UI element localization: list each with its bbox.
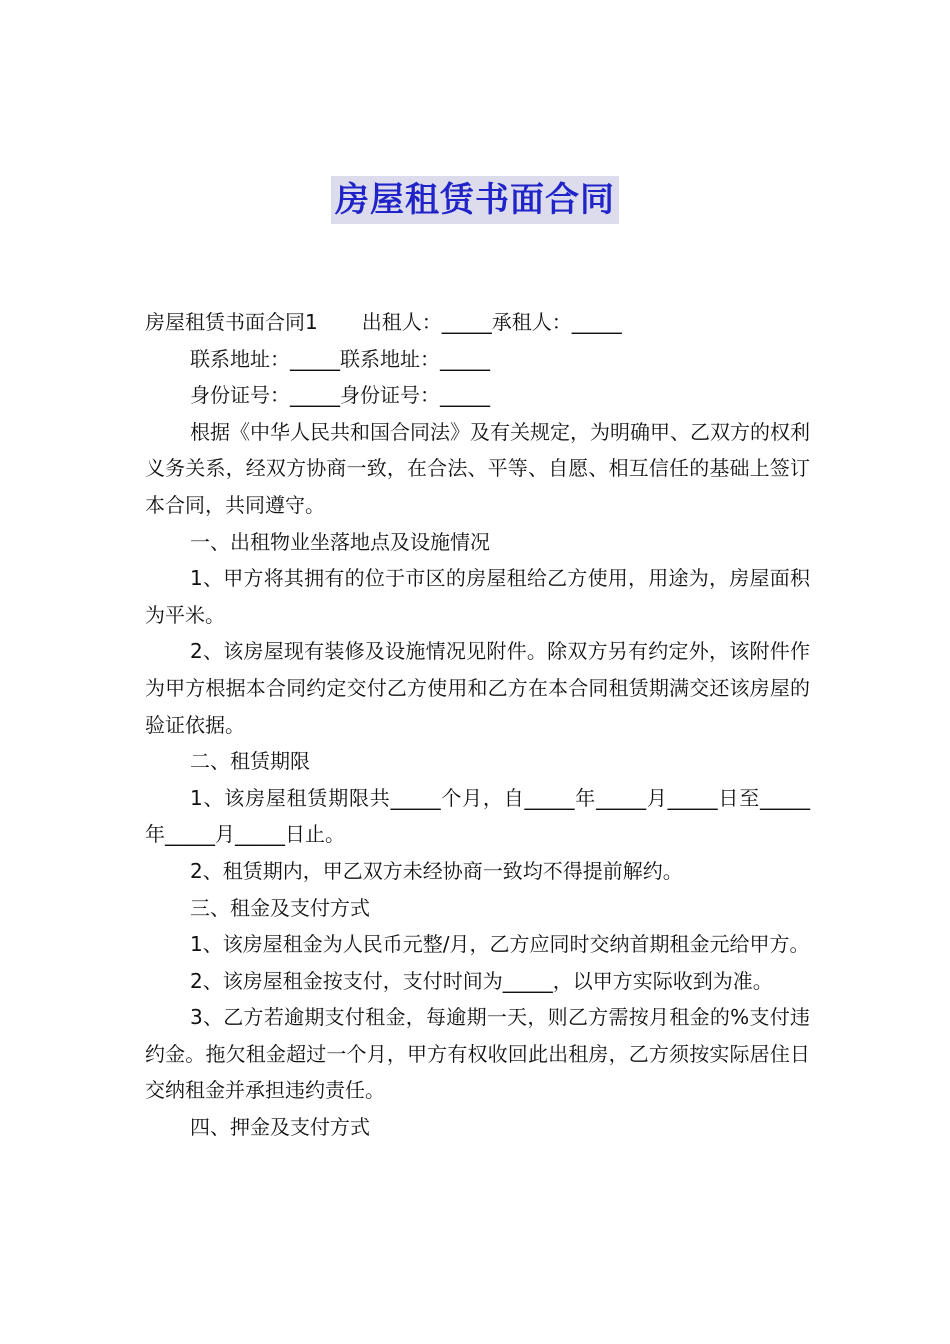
doc-ref: 房屋租赁书面合同1 — [145, 310, 318, 334]
clause-paragraph: 2、该房屋租金按支付，支付时间为_____，以甲方实际收到为准。 — [190, 968, 773, 993]
clause-paragraph: 1、甲方将其拥有的位于市区的房屋租给乙方使用，用途为，房屋面积为平米。 — [145, 566, 810, 627]
clause-paragraph: 1、该房屋租赁期限共_____个月，自_____年_____月_____日至_____年_____月_____日止。 — [145, 785, 810, 847]
clause-paragraph: 1、该房屋租金为人民币元整/月，乙方应同时交纳首期租金元给甲方。 — [190, 932, 810, 957]
section-heading: 一、出租物业坐落地点及设施情况 — [190, 529, 490, 554]
id-line: 身份证号：_____身份证号：_____ — [190, 383, 490, 408]
clause-paragraph: 2、租赁期内，甲乙双方未经协商一致均不得提前解约。 — [190, 858, 683, 883]
section-heading: 四、押金及支付方式 — [190, 1115, 370, 1140]
party-line: 出租人：_____承租人：_____ — [361, 310, 622, 334]
document-title: 房屋租赁书面合同 — [331, 176, 619, 224]
section-heading: 二、租赁期限 — [190, 749, 310, 774]
title-container — [0, 176, 950, 224]
header-line — [145, 304, 810, 341]
clause-paragraph: 2、该房屋现有装修及设施情况见附件。除双方另有约定外，该附件作为甲方根据本合同约定交付乙方使用和乙方在本合同租赁期满交还该房屋的验证依据。 — [145, 639, 810, 737]
document-body — [145, 304, 810, 1146]
preamble-paragraph: 根据《中华人民共和国合同法》及有关规定，为明确甲、乙双方的权利义务关系，经双方协商一致，在合法、平等、自愿、相互信任的基础上签订本合同，共同遵守。 — [145, 419, 810, 517]
clause-paragraph: 3、乙方若逾期支付租金，每逾期一天，则乙方需按月租金的%支付违约金。拖欠租金超过一个月，甲方有权收回此出租房，乙方须按实际居住日交纳租金并承担违约责任。 — [145, 1005, 810, 1103]
address-line: 联系地址：_____联系地址：_____ — [190, 346, 490, 371]
section-heading: 三、租金及支付方式 — [190, 895, 370, 920]
